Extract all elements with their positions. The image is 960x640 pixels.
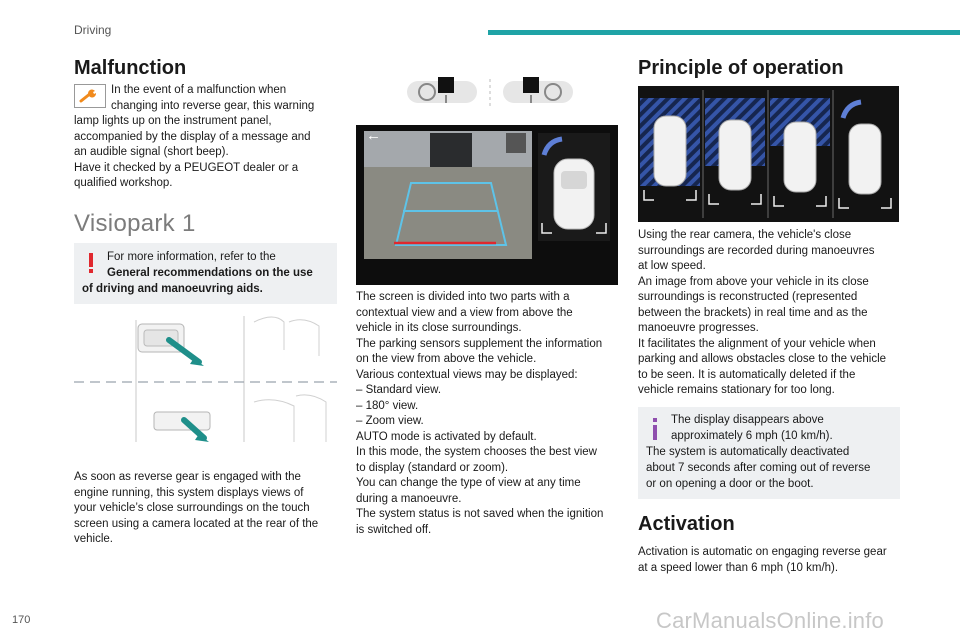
principle-info-l2: approximately 6 mph (10 km/h). <box>671 430 833 442</box>
malfunction-text-a: In the event of a malfunction when changing into reverse gear, this warning <box>111 84 315 112</box>
activation-text: Activation is automatic on engaging reverse gear at a speed lower than 6 mph (10 km/h). <box>638 546 887 574</box>
section-header: Driving <box>74 23 112 37</box>
principle-info-l5: or on opening a door or the boot. <box>646 478 814 490</box>
principle-info-box <box>638 407 900 499</box>
screen-text: The screen is divided into two parts with a contextual view and a view from above the vehicle in its close surroundings. The parking sensors supplement the information on the view from above the vehicle. Various contextual views may be displayed: – Standard view. – 180° view. – Zoom view. AUTO mode is activated by default. In this mode, the system chooses the best view to display (standard or zoom). You can change the type of view at any time during a manoeuvre. The system status is not saved when the ignition is switched off. <box>356 291 604 536</box>
rear-camera-illustration <box>74 312 337 452</box>
wrench-warning-icon <box>74 84 106 108</box>
gear-display-illustration <box>405 75 575 109</box>
camera-screen-image <box>356 125 618 285</box>
visiopark-note-box <box>74 243 337 304</box>
principle-info-l3: The system is automatically deactivated <box>646 446 850 458</box>
malfunction-title: Malfunction <box>74 57 187 79</box>
principle-info-l1: The display disappears above <box>671 414 824 426</box>
principle-info-l4: about 7 seconds after coming out of reverse <box>646 462 871 474</box>
visiopark-note-l1: For more information, refer to the <box>107 251 276 263</box>
principle-illustration <box>638 86 899 222</box>
watermark: CarManualsOnline.info <box>656 608 884 633</box>
visiopark-text: As soon as reverse gear is engaged with the engine running, this system displays views of your vehicle’s close surroundings on the touch screen using a camera located at the rear of the vehicle. <box>74 471 319 545</box>
principle-text: Using the rear camera, the vehicle's close surroundings are recorded during manoeuvres at low speed. An image from above your vehicle in its close surroundings is reconstructed (represented between the brackets) in real time and as the manoeuvre progresses. It facilitates the alignment of your vehicle when parking and allows obstacles close to the vehicle to be seen. It is automatically deleted if the vehicle remains stationary for too long. <box>638 229 887 396</box>
visiopark-note-l2: General recommendations on the use <box>107 267 313 279</box>
malfunction-text-b: lamp lights up on the instrument panel, accompanied by the display of a message and an audible signal (short beep). Have it checked by a PEUGEOT dealer or a qualified workshop. <box>74 115 311 189</box>
activation-title: Activation <box>638 513 735 535</box>
header-accent-bar <box>488 30 960 35</box>
visiopark-title: Visiopark 1 <box>74 210 196 237</box>
info-icon <box>650 417 660 446</box>
warning-exclamation-icon <box>86 252 96 279</box>
principle-title: Principle of operation <box>638 57 844 79</box>
back-arrow-icon: ← <box>366 127 381 144</box>
visiopark-note-l3: of driving and manoeuvring aids. <box>82 283 263 295</box>
page-number: 170 <box>12 614 31 626</box>
